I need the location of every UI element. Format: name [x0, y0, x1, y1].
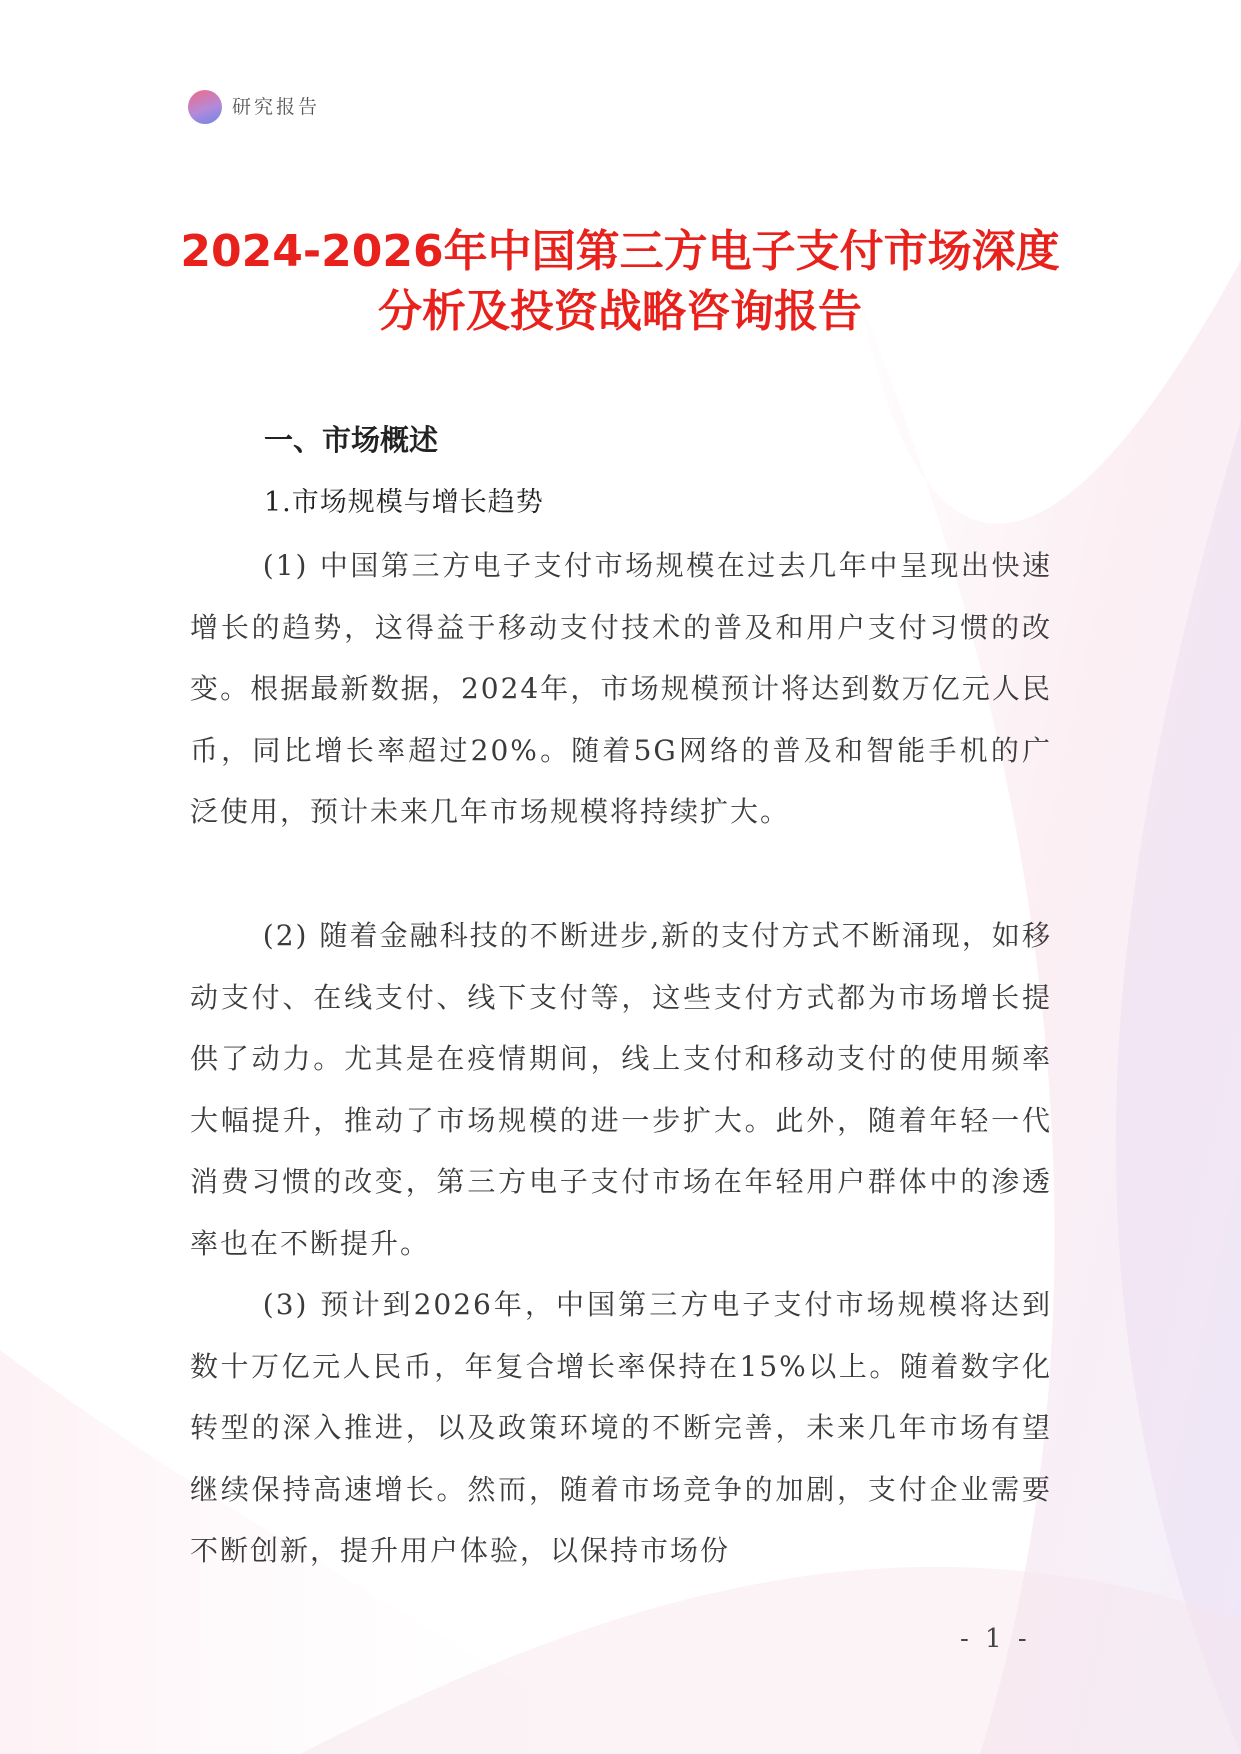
- subsection-heading: 1.市场规模与增长趋势: [264, 487, 544, 518]
- title-line-2: 分析及投资战略咨询报告: [378, 286, 862, 337]
- document-title: [160, 222, 1080, 342]
- header-label: 研究报告: [232, 96, 321, 118]
- paragraph-1: (1) 中国第三方电子支付市场规模在过去几年中呈现出快速增长的趋势，这得益于移动支付技术的普及和用户支付习惯的改变。根据最新数据，2024年，市场规模预计将达到数万亿元人民币，同比增长率超过20%。随着5G网络的普及和智能手机的广泛使用，预计未来几年市场规模将持续扩大。: [190, 549, 1052, 828]
- paragraph-2: (2) 随着金融科技的不断进步,新的支付方式不断涌现，如移动支付、在线支付、线下支付等，这些支付方式都为市场增长提供了动力。尤其是在疫情期间，线上支付和移动支付的使用频率大幅提升，推动了市场规模的进一步扩大。此外，随着年轻一代消费习惯的改变，第三方电子支付市场在年轻用户群体中的渗透率也在不断提升。: [190, 919, 1052, 1260]
- title-line-1: 2024-2026年中国第三方电子支付市场深度: [180, 226, 1060, 277]
- section-heading: 一、市场概述: [264, 423, 439, 457]
- report-logo-icon: [188, 90, 222, 124]
- paragraph-3: (3) 预计到2026年，中国第三方电子支付市场规模将达到数十万亿元人民币，年复合增长率保持在15%以上。随着数字化转型的深入推进，以及政策环境的不断完善，未来几年市场有望继续保持高速增长。然而，随着市场竞争的加剧，支付企业需要不断创新，提升用户体验，以保持市场份: [190, 1288, 1052, 1567]
- page-number: - 1 -: [960, 1624, 1031, 1654]
